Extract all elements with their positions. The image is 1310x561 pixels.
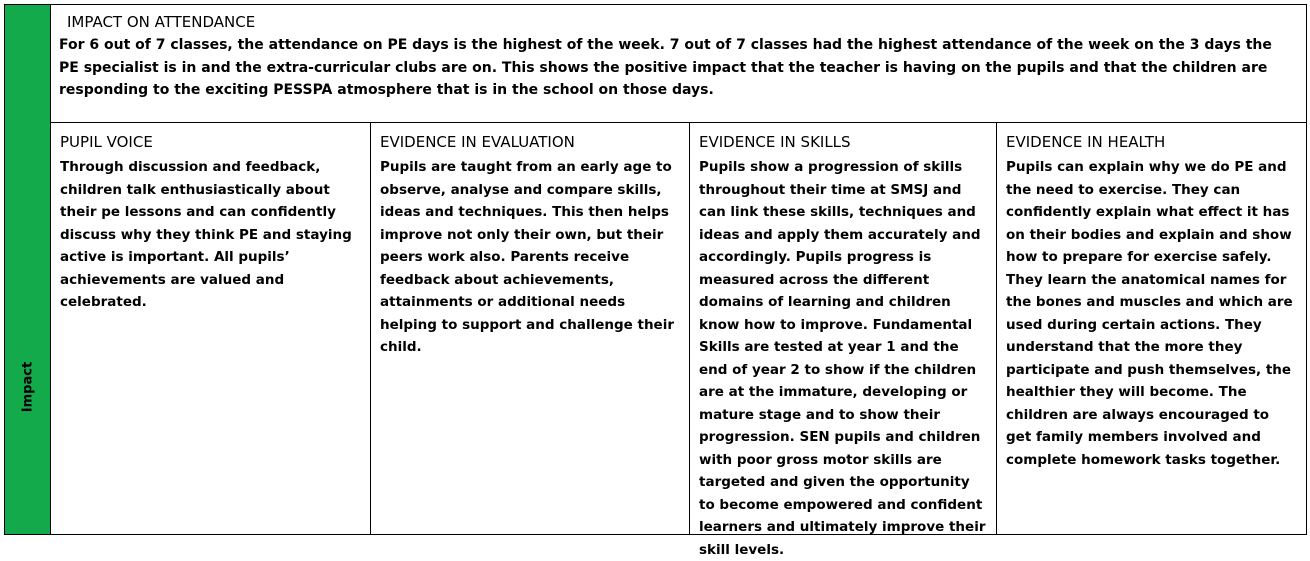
health-cell bbox=[996, 123, 1306, 534]
evaluation-body: Pupils are taught from an early age to observe, analyse and compare skills, ideas and techniques. This then helps improve not only their own, but their peers work also. Parents receive feedback about achievements, attainments or additional needs helping to support and challenge their child. bbox=[380, 159, 675, 355]
attendance-section bbox=[51, 5, 1306, 123]
attendance-title: IMPACT ON ATTENDANCE bbox=[67, 13, 256, 31]
skills-cell bbox=[689, 123, 996, 558]
impact-side-label: Impact bbox=[20, 361, 36, 413]
impact-side-bar bbox=[5, 5, 51, 534]
health-title: EVIDENCE IN HEALTH bbox=[1006, 133, 1166, 151]
skills-title: EVIDENCE IN SKILLS bbox=[699, 133, 851, 151]
pupil-voice-body: Through discussion and feedback, children talk enthusiastically about their pe lessons and can confidently discuss why they think PE and staying active is important. All pupils’ achievements are valued and celebrated. bbox=[60, 159, 352, 310]
evaluation-title: EVIDENCE IN EVALUATION bbox=[380, 133, 575, 151]
impact-table bbox=[4, 4, 1307, 558]
health-body: Pupils can explain why we do PE and the need to exercise. They can confidently explain what effect it has on their bodies and explain and show how to prepare for exercise safely. They learn the anatomical names for the bones and muscles and which are used during certain actions. They understand that the more they participate and push themselves, the healthier they will become. The children are always encouraged to get family members involved and complete homework tasks together. bbox=[1006, 159, 1293, 468]
pupil-voice-cell bbox=[51, 123, 370, 534]
attendance-body: For 6 out of 7 classes, the attendance on PE days is the highest of the week. 7 out of 7 classes had the highest attendance of the week on the 3 days the PE specialist is in and the extra-curricular clubs are on. This shows the positive impact that the teacher is having on the pupils and that the children are responding to the exciting PESSPA atmosphere that is in the school on those days. bbox=[59, 37, 1272, 98]
skills-body: Pupils show a progression of skills throughout their time at SMSJ and can link these skills, techniques and ideas and apply them accurately and accordingly. Pupils progress is measured across the different domains of learning and children know how to improve. Fundamental Skills are tested at year 1 and the end of year 2 to show if the children are at the immature, developing or mature stage and to show their progression. SEN pupils and children with poor gross motor skills are targeted and given the opportunity to become empowered and confident learners and ultimately improve their skill levels. bbox=[699, 159, 986, 558]
evaluation-cell bbox=[370, 123, 689, 534]
pupil-voice-title: PUPIL VOICE bbox=[60, 133, 153, 151]
